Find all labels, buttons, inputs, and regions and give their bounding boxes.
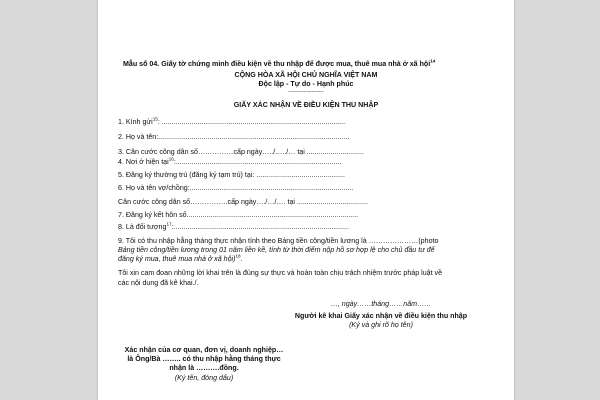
confirmation-line-1: Xác nhận của cơ quan, đơn vị, doanh nghiệp… [124,346,284,354]
field-beneficiary-type-label: 8. Là đối tượng [118,223,167,231]
signature-note: (Ký và ghi rõ họ tên) [349,321,413,329]
confirmation-line-2: là Ông/Bà …….. có thu nhập hằng tháng thực [127,355,281,363]
commitment-line-2: các nội dung đã kê khai./. [118,279,199,287]
field-recipient-dots: : ............................................................................................. [157,118,346,126]
field-income-line-3 [118,255,243,264]
document-page [98,0,514,400]
field-income-line-2: Bảng tiền công/tiền lương trong 01 năm liền kề, tính từ thời điểm nộp hồ sơ hợp lệ cho chủ đầu tư để [118,246,435,254]
form-heading-text: Mẫu số 04. Giấy tờ chứng minh điều kiện về thu nhập để được mua, thuê mua nhà ở xã hội [123,60,431,68]
footnote-17: 17 [166,221,172,227]
field-full-name: 2. Họ và tên:................................................................................................. [118,133,350,141]
field-recipient-label: 1. Kính gửi [118,118,153,126]
field-recipient [118,118,345,127]
field-current-address-dots: :.................................................................................... [173,158,342,166]
field-beneficiary-type-dots: :......................................................................................... [171,223,349,231]
field-current-address [118,158,341,167]
field-current-address-label: 4. Nơi ở hiện tại [118,158,169,166]
field-spouse-id: Căn cước công dân số…………….cấp ngày…./…/…. tại .................................... [118,198,368,206]
field-income-line-1: 9. Tôi có thu nhập hằng tháng thực nhận tính theo Bảng tiền công/tiền lương là …………………(photo [118,237,439,245]
footnote-15: 15 [152,116,158,122]
field-permanent-residence: 5. Đăng ký thường trú (đăng ký tạm trú) tại: ............................................. [118,171,346,179]
document-title: GIẤY XÁC NHẬN VỀ ĐIỀU KIỆN THU NHẬP [233,101,379,109]
form-heading [123,60,435,69]
commitment-line-1: Tôi xin cam đoan những lời khai trên là đúng sự thực và hoàn toàn chịu trách nhiệm trước pháp luật về [118,269,443,277]
footnote-16: 16 [168,156,174,162]
motto-rule: --------------------- [288,89,324,95]
field-beneficiary-type [118,223,349,232]
country-name: CỘNG HÒA XÃ HỘI CHỦ NGHĨA VIỆT NAM [234,71,378,79]
field-income-line-3-text: đăng ký mua, thuê mua nhà ở xã hội) [118,255,236,263]
signature-date: …, ngày……tháng……năm…… [330,300,432,308]
field-marriage-registration: 7. Đăng ký kết hôn số....................................................................................... [118,211,359,219]
confirmation-note: (Ký tên, đóng dấu) [174,374,234,382]
field-spouse-name: 6. Họ và tên vợ/chồng:................................................................................... [118,184,354,192]
field-income-end: . [240,255,243,263]
field-citizen-id: 3. Căn cước công dân số……………cấp ngày…../…../… tại ............................. [118,148,364,156]
signature-signer: Người kê khai Giấy xác nhận về điều kiện thu nhập [294,312,468,320]
footnote-18: 18 [235,253,241,259]
national-motto: Độc lập - Tự do - Hạnh phúc [258,80,354,88]
form-heading-footnote: 14 [430,58,436,64]
confirmation-line-3: nhận là ……….đồng. [169,364,239,372]
